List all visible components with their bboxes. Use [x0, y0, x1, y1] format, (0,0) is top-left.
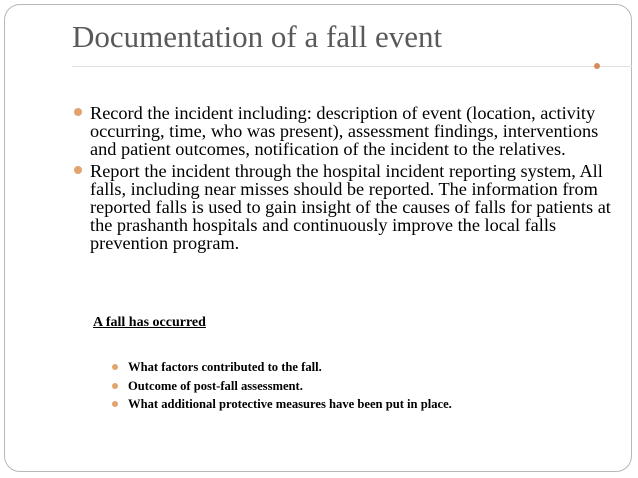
sub-bullet-text: What additional protective measures have been put in place. — [128, 397, 452, 411]
title-divider — [72, 66, 632, 67]
sub-bullet-list — [110, 358, 452, 414]
bullet-item-record — [72, 104, 612, 158]
bullet-item-report — [72, 162, 612, 252]
bullet-dot-icon — [74, 166, 82, 174]
sub-bullet-text: What factors contributed to the fall. — [128, 360, 322, 374]
bullet-text: Record the incident including: description of event (location, activity occurring, time, who was present), assessment findings, interventions and patient outcomes, notification of the incident to the relatives. — [90, 103, 599, 159]
sub-bullet-item — [110, 358, 452, 377]
subheading: A fall has occurred — [93, 315, 206, 330]
sub-bullet-item — [110, 395, 452, 414]
bullet-dot-icon — [112, 364, 118, 370]
bullet-dot-icon — [74, 108, 82, 116]
main-bullet-list — [72, 104, 612, 256]
divider-dot — [594, 63, 600, 69]
bullet-dot-icon — [112, 383, 118, 389]
sub-bullet-text: Outcome of post-fall assessment. — [128, 378, 303, 393]
bullet-dot-icon — [112, 401, 118, 407]
bullet-text: Report the incident through the hospital incident reporting system, All falls, including near misses should be reported. The information from reported falls is used to gain insight of the causes of falls for patients at the prashanth hospitals and continuously improve the local falls prevention program. — [90, 161, 611, 253]
sub-bullet-item — [110, 377, 452, 396]
slide-title: Documentation of a fall event — [72, 19, 443, 54]
